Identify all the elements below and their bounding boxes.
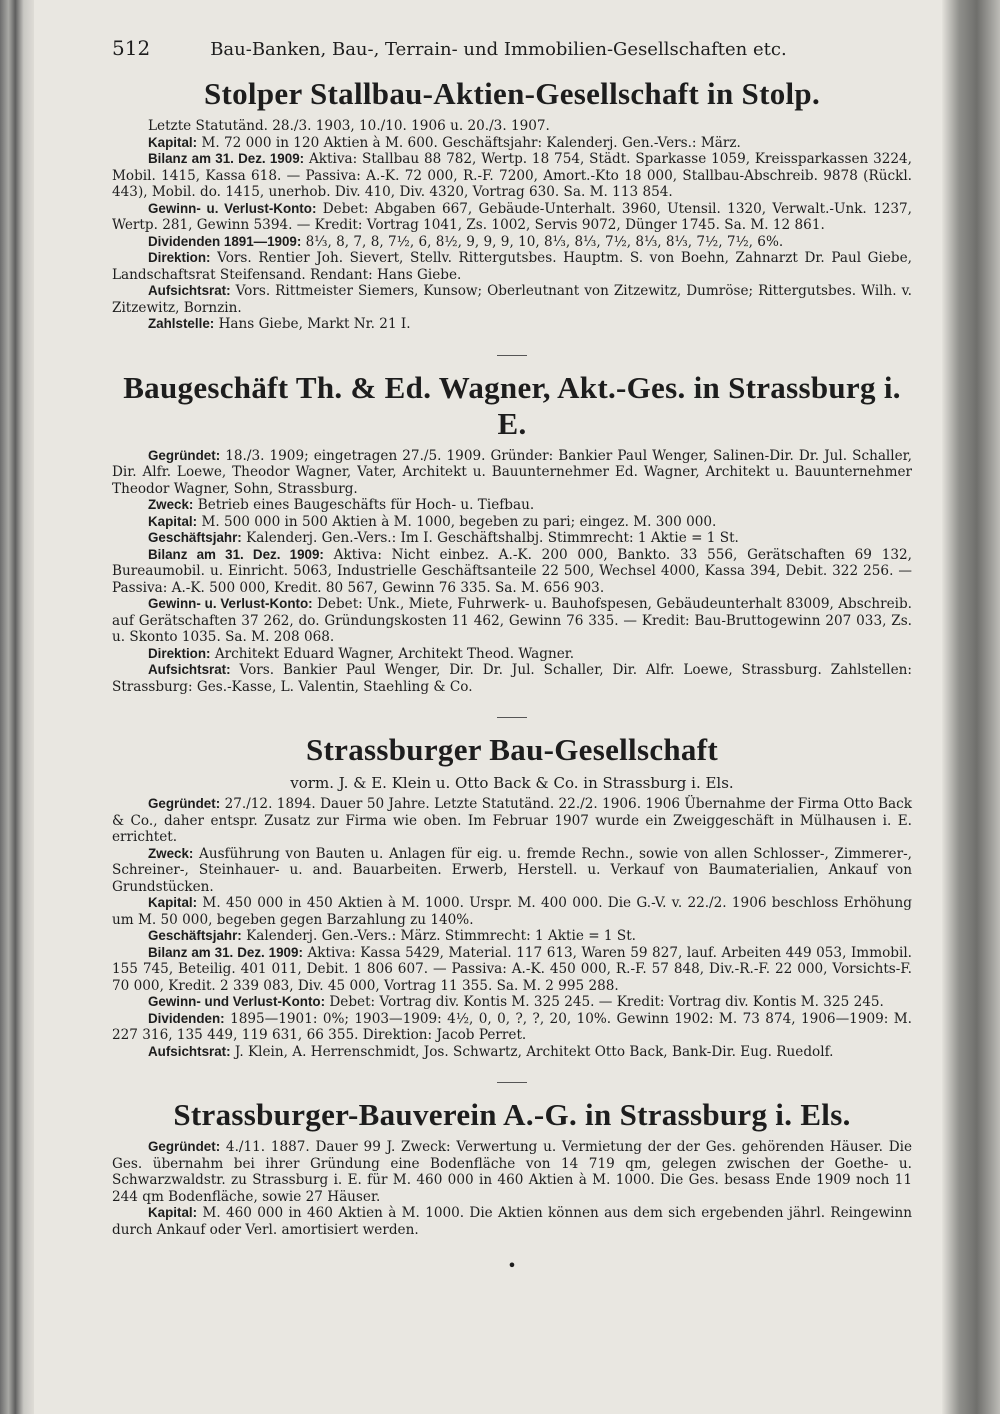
company-entry (112, 1097, 912, 1238)
company-title: Baugeschäft Th. & Ed. Wagner, Akt.-Ges. in Strassburg i. E. (123, 369, 901, 441)
entry-paragraph (112, 846, 912, 896)
sections-container (112, 76, 912, 1275)
field-text: J. Klein, A. Herrenschmidt, Jos. Schwartz, Architekt Otto Back, Bank-Dir. Eug. Ruedolf. (234, 1043, 834, 1060)
field-label: Zweck: (148, 845, 194, 861)
running-header (112, 28, 912, 68)
field-label: Gegründet: (148, 1139, 221, 1154)
company-title: Strassburger-Bauverein A.-G. in Strassburg i. Els. (173, 1097, 851, 1132)
entry-paragraph (112, 448, 912, 498)
entry-paragraph (112, 250, 912, 283)
entry-paragraph (112, 796, 912, 846)
entry-paragraph (112, 118, 912, 135)
entry-paragraph (112, 1044, 912, 1061)
field-label: Gewinn- u. Verlust-Konto: (148, 596, 313, 611)
company-entry (112, 732, 912, 1060)
entry-paragraph (112, 283, 912, 316)
field-text: Vors. Bankier Paul Wenger, Dir. Dr. Jul. Schaller, Dir. Alfr. Loewe, Strassburg. Zahlstellen: Strassburg: Ges.-Kasse, L. Valentin, Staehling & Co. (112, 662, 912, 695)
field-label: Bilanz am 31. Dez. 1909: (148, 546, 324, 562)
entry-paragraph (112, 895, 912, 928)
field-text: Vors. Rittmeister Siemers, Kunsow; Oberleutnant von Zitzewitz, Dumröse; Rittergutsbes. Wilh. v. Zitzewitz, Bornzin. (112, 283, 912, 316)
field-label: Bilanz am 31. Dez. 1909: (148, 151, 305, 166)
company-title: Stolper Stallbau-Aktien-Gesellschaft in Stolp. (203, 76, 821, 111)
entry-paragraph (112, 945, 912, 995)
entry-paragraph (112, 596, 912, 646)
field-text: M. 450 000 in 450 Aktien à M. 1000. Urspr. M. 400 000. Die G.-V. v. 22./2. 1906 beschloss Erhöhung um M. 50 000, begeben gegen Barzahlung zu 140%. (112, 895, 912, 928)
scan-edge-right (942, 0, 1000, 1414)
field-label: Kapital: (148, 513, 198, 529)
entry-paragraph (112, 135, 912, 152)
field-text: Architekt Eduard Wagner, Architekt Theod. Wagner. (214, 645, 575, 662)
field-text: Betrieb eines Baugeschäfts für Hoch- u. Tiefbau. (197, 497, 535, 513)
company-entry (112, 370, 912, 696)
field-text: 27./12. 1894. Dauer 50 Jahre. Letzte Statutänd. 22./2. 1906. 1906 Übernahme der Firma Otto Back & Co., daher entspr. Zusatz zur Firma wie oben. Im Februar 1907 wurde ein Zweiggeschäft in Mülhausen i. E. errichtet. (112, 796, 912, 845)
field-label: Gewinn- u. Verlust-Konto: (148, 200, 317, 216)
field-text: Letzte Statutänd. 28./3. 1903, 10./10. 1906 u. 20./3. 1907. (148, 118, 550, 134)
field-label: Geschäftsjahr: (148, 530, 242, 545)
company-entry (112, 76, 912, 333)
field-text: Vors. Rentier Joh. Sievert, Stellv. Rittergutsbes. Hauptm. S. von Boehn, Zahnarzt Dr. Paul Giebe, Landschaftsrat Steifensand. Rendant: Hans Giebe. (112, 250, 913, 283)
field-label: Gegründet: (148, 796, 221, 811)
entry-paragraph (112, 316, 912, 333)
field-label: Direktion: (148, 645, 211, 661)
field-text: M. 72 000 in 120 Aktien à M. 600. Geschäftsjahr: Kalenderj. Gen.-Vers.: März. (201, 134, 741, 151)
field-label: Aufsichtsrat: (148, 283, 231, 298)
entry-paragraph (112, 1205, 912, 1238)
company-title: Strassburger Bau-Gesellschaft (306, 732, 718, 767)
entry-paragraph (112, 151, 912, 201)
field-text: Hans Giebe, Markt Nr. 21 I. (218, 316, 411, 332)
field-text: Ausführung von Bauten u. Anlagen für eig. u. fremde Rechn., sowie von allen Schlosser-, Zimmerer-, Schreiner-, Steinhauer- u. and. Bauarbeiten. Erwerb, Herstell. u. Verkauf von Baumaterialien, Ankauf von Grundstücken. (112, 845, 912, 895)
field-label: Dividenden 1891—1909: (148, 233, 302, 249)
entry-paragraph (112, 994, 912, 1011)
field-label: Geschäftsjahr: (148, 928, 242, 943)
field-text: Debet: Unk., Miete, Fuhrwerk- u. Bauhofspesen, Gebäudeunterhalt 83009, Abschreib. auf Gerätschaften 37 262, do. Gründungskosten 11 462, Gewinn 76 335. — Kredit: Bau-Bruttogewinn 207 033, Zs. u. Skonto 1035. Sa. M. 208 068. (112, 596, 912, 645)
field-text: Debet: Vortrag div. Kontis M. 325 245. — Kredit: Vortrag div. Kontis M. 325 245. (329, 994, 884, 1010)
field-label: Gewinn- und Verlust-Konto: (148, 994, 326, 1009)
field-label: Aufsichtsrat: (148, 1043, 231, 1059)
entry-paragraph (112, 646, 912, 663)
field-label: Kapital: (148, 134, 198, 150)
scan-edge-left (0, 0, 34, 1414)
field-text: 1895—1901: 0%; 1903—1909: 4½, 0, 0, ?, ?, 20, 10%. Gewinn 1902: M. 73 874, 1906—1909: M. 227 316, 135 449, 119 631, 66 355. Direktion: Jacob Perret. (112, 1010, 912, 1043)
field-text: Kalenderj. Gen.-Vers.: Im I. Geschäftshalbj. Stimmrecht: 1 Aktie = 1 St. (246, 530, 739, 546)
entry-paragraph (112, 514, 912, 531)
field-label: Kapital: (148, 895, 198, 910)
field-label: Gegründet: (148, 447, 221, 463)
entry-paragraph (112, 201, 912, 234)
section-divider (497, 717, 527, 718)
field-text: Aktiva: Nicht einbez. A.-K. 200 000, Bankto. 33 556, Gerätschaften 69 132, Bureaumobil. u. Einricht. 5063, Industrielle Geschäftsanteile 22 500, Wechsel 4000, Kassa 394, Debit. 322 256. — Passiva: A.-K. 500 000, Kredit. 80 567, Gewinn 76 335. Sa. M. 656 903. (112, 546, 912, 596)
field-text: Aktiva: Stallbau 88 782, Wertp. 18 754, Städt. Sparkasse 1059, Kreissparkassen 3224, Mobil. 1415, Kassa 618. — Passiva: A.-K. 72 000, R.-F. 7200, Amort.-Kto 18 000, Stallbau-Abschreib. 9878 (Rückl. 443), Mobil. do. 1415, unerhob. Div. 410, Div. 4320, Vortrag 630. Sa. M. 113 854. (112, 151, 913, 200)
field-label: Zweck: (148, 497, 194, 512)
field-label: Kapital: (148, 1205, 198, 1220)
entry-paragraph (112, 234, 912, 251)
field-text: Kalenderj. Gen.-Vers.: März. Stimmrecht: 1 Aktie = 1 St. (246, 928, 636, 944)
entry-paragraph (112, 1139, 912, 1205)
entry-paragraph (112, 662, 912, 695)
page-end-dot: • (507, 1256, 517, 1275)
field-text: 18./3. 1909; eingetragen 27./5. 1909. Gründer: Bankier Paul Wenger, Salinen-Dir. Dr. Jul. Schaller, Dir. Alfr. Loewe, Theodor Wagner, Vater, Architekt u. Bauunternehmer Ed. Wagner, Architekt u. Bauunternehmer Theodor Wagner, Sohn, Strassburg. (112, 447, 912, 497)
section-divider (497, 1082, 527, 1083)
field-label: Dividenden: (148, 1010, 225, 1026)
field-label: Zahlstelle: (148, 316, 215, 331)
field-text: M. 500 000 in 500 Aktien à M. 1000, begeben zu pari; eingez. M. 300 000. (201, 513, 717, 530)
field-label: Aufsichtsrat: (148, 662, 231, 677)
document-page (112, 28, 912, 1275)
company-subtitle: vorm. J. & E. Klein u. Otto Back & Co. in Strassburg i. Els. (290, 774, 734, 792)
field-text: Aktiva: Kassa 5429, Material. 117 613, Waren 59 827, lauf. Arbeiten 449 053, Immobil. 155 745, Beteilig. 401 011, Debit. 1 806 607. — Passiva: A.-K. 450 000, R.-F. 57 848, Div.-R.-F. 22 000, Vorsichts-F. 70 000, Kredit. 2 339 083, Div. 45 000, Vortrag 11 355. Sa. M. 2 995 288. (112, 944, 912, 994)
field-label: Direktion: (148, 250, 211, 265)
running-title: Bau-Banken, Bau-, Terrain- und Immobilien-Gesellschaften etc. (210, 39, 787, 60)
field-label: Bilanz am 31. Dez. 1909: (148, 944, 303, 960)
field-text: Debet: Abgaben 667, Gebäude-Unterhalt. 3960, Utensil. 1320, Verwalt.-Unk. 1237, Wertp. 281, Gewinn 5394. — Kredit: Vortrag 1041, Zs. 1002, Servis 9072, Dünger 1745. Sa. M. 12 861. (112, 200, 912, 233)
field-text: 8⅓, 8, 7, 8, 7½, 6, 8½, 9, 9, 9, 10, 8⅓, 8⅓, 7½, 8⅓, 8⅓, 7½, 7½, 6%. (305, 233, 784, 250)
entry-paragraph (112, 530, 912, 547)
entry-paragraph (112, 928, 912, 945)
field-text: M. 460 000 in 460 Aktien à M. 1000. Die Aktien können aus dem sich ergebenden jährl. Reingewinn durch Ankauf oder Verl. amortisiert werden. (112, 1205, 912, 1238)
field-text: 4./11. 1887. Dauer 99 J. Zweck: Verwertung u. Vermietung der der Ges. gehörenden Häuser. Die Ges. übernahm bei ihrer Gründung eine Bodenfläche von 14 719 qm, gelegen zwischen der Goethe- u. Schwarzwaldstr. zu Strassburg i. E. für M. 460 000 in 460 Aktien à M. 1000. Die Ges. besass Ende 1909 noch 11 244 qm Bodenfläche, sowie 27 Häuser. (112, 1139, 912, 1205)
entry-paragraph (112, 1011, 912, 1044)
page-number: 512 (112, 36, 151, 60)
entry-paragraph (112, 497, 912, 514)
section-divider (497, 355, 527, 356)
entry-paragraph (112, 547, 912, 597)
